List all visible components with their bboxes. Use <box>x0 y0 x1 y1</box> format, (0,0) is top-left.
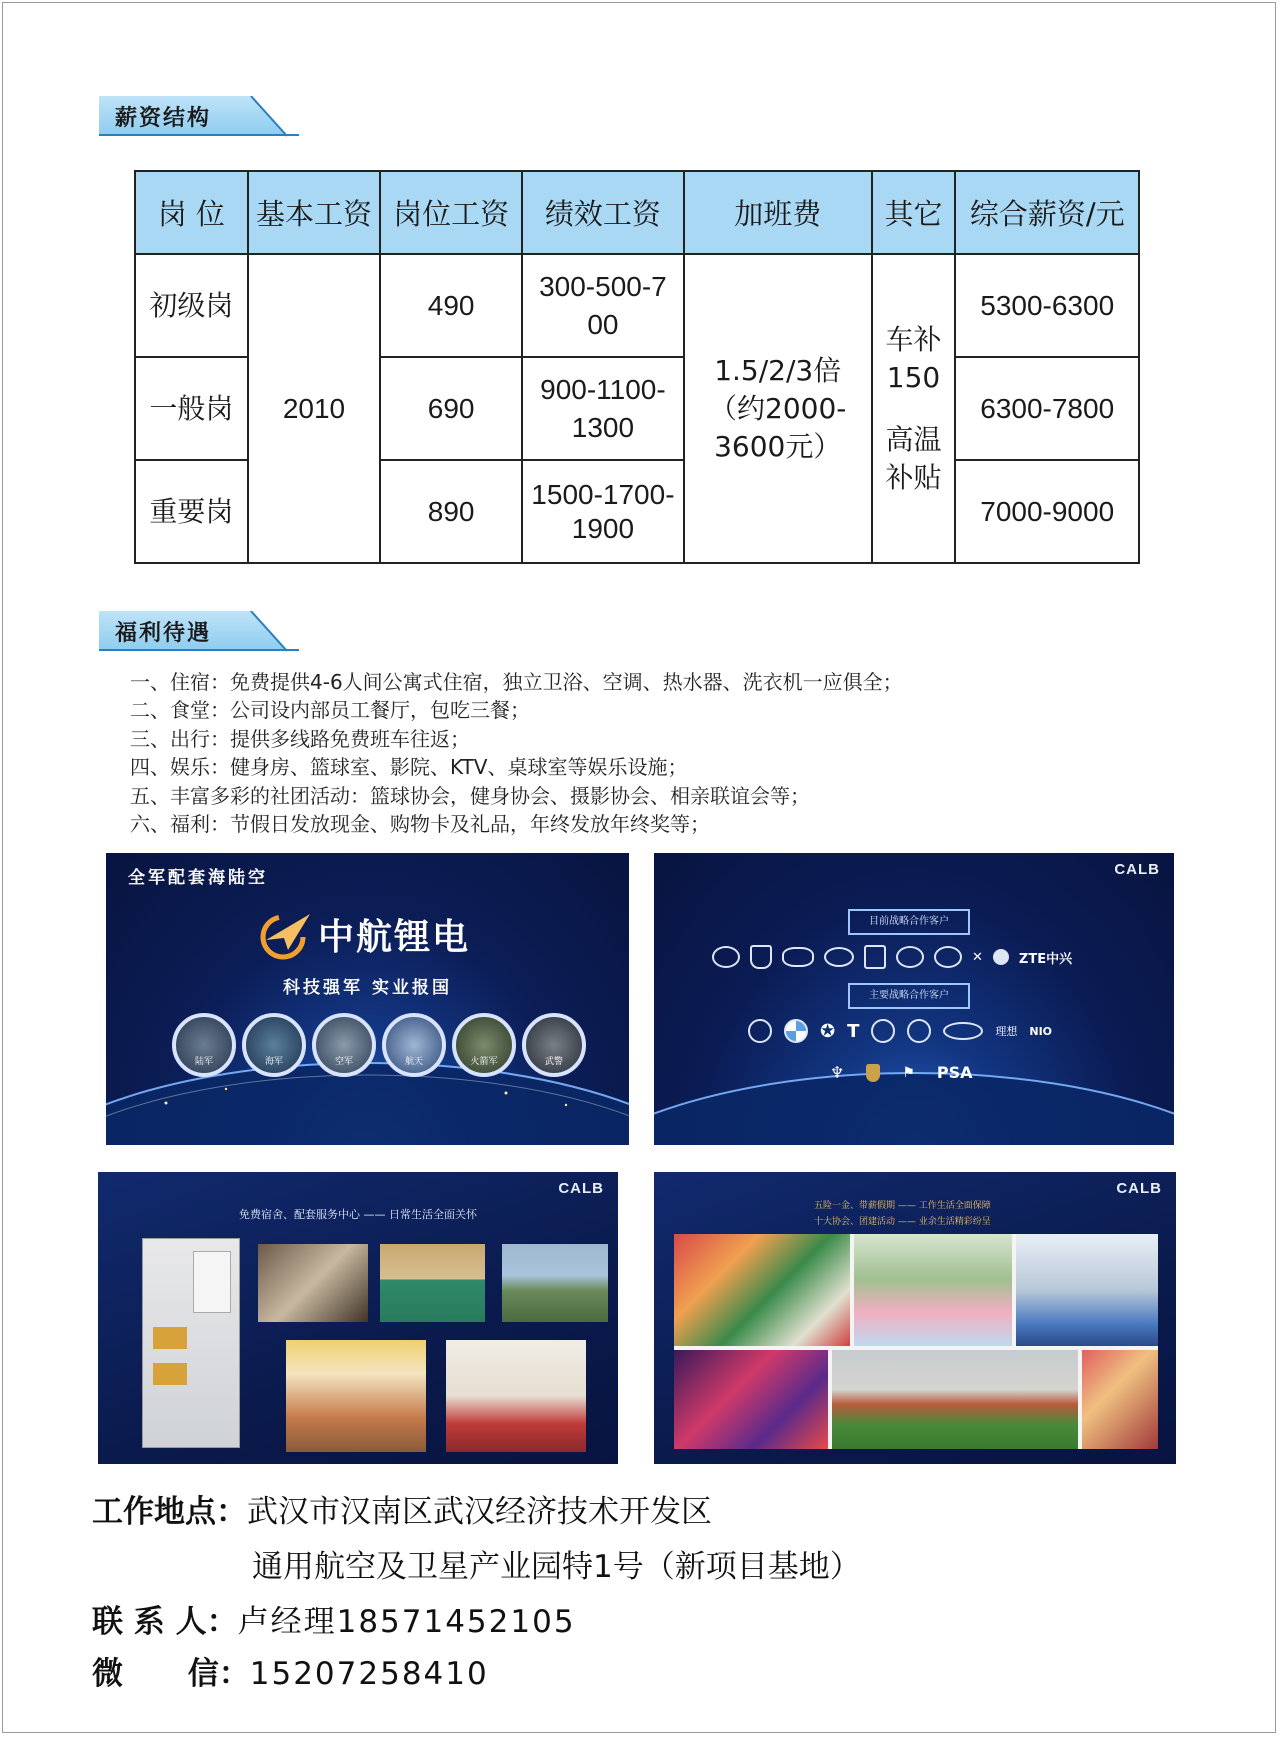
post-wage-cell: 890 <box>380 460 522 563</box>
customers-panel <box>654 853 1174 1145</box>
nio-logo: NIO <box>1029 1024 1053 1038</box>
activities-panel <box>654 1172 1176 1464</box>
work-location <box>92 1486 712 1531</box>
facilities-caption: 免费宿舍、配套服务中心 —— 日常生活全面关怀 <box>239 1208 477 1221</box>
lounge-photo <box>446 1340 586 1452</box>
vw-logo-icon <box>748 1019 772 1043</box>
col-header-performance: 绩效工资 <box>522 171 684 254</box>
porsche-logo-icon <box>866 1064 880 1082</box>
salary-table <box>134 170 1140 564</box>
wechat-label: 微 信： <box>92 1656 250 1692</box>
ford-logo-icon <box>943 1022 983 1040</box>
col-header-position: 岗 位 <box>135 171 248 254</box>
col-header-other: 其它 <box>872 171 956 254</box>
list-item: 四、娱乐：健身房、篮球室、影院、KTV、桌球室等娱乐设施； <box>130 755 688 780</box>
contact-person-label: 联 系 人： <box>92 1604 238 1640</box>
list-item: 六、福利：节假日发放现金、购物卡及礼品，年终发放年终奖等； <box>130 812 710 837</box>
total-cell: 5300-6300 <box>955 254 1139 357</box>
military-badges <box>172 1013 586 1077</box>
performance-cell <box>522 254 684 357</box>
col-header-post-wage: 岗位工资 <box>380 171 522 254</box>
brand-logo <box>258 909 470 960</box>
bmw-logo-icon <box>784 1019 808 1043</box>
brand-logo-icon: ♆ <box>830 1063 845 1082</box>
building-photo <box>502 1244 608 1322</box>
contact-person <box>92 1596 576 1641</box>
col-header-overtime: 加班费 <box>684 171 872 254</box>
calb-logo: CALB <box>558 1180 604 1197</box>
badge-aerospace: 航天 <box>382 1013 446 1077</box>
post-wage-cell: 490 <box>380 254 522 357</box>
position-cell: 重要岗 <box>135 460 248 563</box>
activities-caption-1: 五险一金、带薪假期 —— 工作生活全面保障 <box>814 1201 991 1211</box>
position-cell: 初级岗 <box>135 254 248 357</box>
brand-logo-icon <box>824 947 854 967</box>
zte-logo: ZTE中兴 <box>1018 951 1073 967</box>
calb-logo: CALB <box>1116 1180 1162 1197</box>
benefits-list <box>130 668 1130 838</box>
benefits-section-title: 福利待遇 <box>115 621 212 646</box>
base-wage-cell: 2010 <box>248 254 381 563</box>
other-line: 高温 <box>885 422 942 456</box>
brand-logo-icon <box>896 946 924 968</box>
benefits-section-header <box>99 611 285 649</box>
brand-tagline: 全军配套海陆空 <box>128 868 268 888</box>
location-line-2: 通用航空及卫星产业园特1号（新项目基地） <box>252 1549 861 1585</box>
brand-logo-icon: ⚑ <box>902 1064 915 1081</box>
badge-navy: 海军 <box>242 1013 306 1077</box>
brand-logo-icon <box>750 945 772 969</box>
badge-air-force: 空军 <box>312 1013 376 1077</box>
salary-section-header <box>99 96 285 134</box>
brand-logo-icon <box>864 945 886 969</box>
collage-photo <box>674 1234 850 1346</box>
basketball-court-photo <box>380 1244 485 1322</box>
overtime-cell <box>684 254 872 563</box>
brand-logo-icon <box>782 947 814 967</box>
performance-value: 300-500-700 <box>539 270 667 340</box>
overtime-line: 3600元） <box>714 429 842 463</box>
collage-photo <box>1082 1350 1158 1449</box>
performance-value: 1500-1700-1900 <box>531 478 675 544</box>
brand-name: 中航锂电 <box>318 917 471 958</box>
collage-photo <box>1016 1234 1158 1346</box>
gym-photo <box>258 1244 368 1322</box>
customer-logo-row-2 <box>748 1019 1052 1043</box>
calb-logo: CALB <box>1114 861 1160 878</box>
performance-value: 900-1100-1300 <box>540 373 666 443</box>
plane-logo-icon <box>258 910 312 960</box>
badge-police: 武警 <box>522 1013 586 1077</box>
contact-wechat <box>92 1648 489 1693</box>
performance-cell <box>522 460 684 563</box>
table-row <box>135 254 1139 357</box>
brand-logo-icon <box>712 946 740 968</box>
brand-logo-icon: ✕ <box>972 949 983 965</box>
performance-cell <box>522 357 684 460</box>
post-wage-cell: 690 <box>380 357 522 460</box>
facilities-panel <box>98 1172 618 1464</box>
customer-logo-row-3 <box>830 1063 973 1082</box>
overtime-line: 1.5/2/3倍 <box>714 353 842 387</box>
wechat-id[interactable]: 15207258410 <box>249 1656 489 1692</box>
col-header-base-wage: 基本工资 <box>248 171 381 254</box>
col-header-total: 综合薪资/元 <box>955 171 1139 254</box>
mercedes-logo-icon: ✪ <box>820 1020 836 1042</box>
canteen-photo <box>286 1340 426 1452</box>
total-cell: 7000-9000 <box>955 460 1139 563</box>
tesla-logo-icon: T <box>847 1020 860 1042</box>
other-line: 150 <box>886 360 941 394</box>
overtime-line: （约2000- <box>709 391 847 425</box>
badge-army: 陆军 <box>172 1013 236 1077</box>
salary-header-row <box>135 171 1139 254</box>
customer-box-2: 主要战略合作客户 <box>848 983 970 1009</box>
brand-logo-icon <box>993 949 1009 965</box>
psa-logo: PSA <box>936 1063 973 1082</box>
brand-logo-icon <box>907 1019 931 1043</box>
customer-logo-row-1 <box>712 945 1072 969</box>
work-location-line-2 <box>252 1541 861 1586</box>
other-cell <box>872 254 956 563</box>
badge-rocket: 火箭军 <box>452 1013 516 1077</box>
contact-phone[interactable]: 卢经理18571452105 <box>237 1604 576 1640</box>
brand-slogan: 科技强军 实业报国 <box>283 978 452 998</box>
other-line: 车补 <box>885 322 942 356</box>
collage-photo <box>854 1234 1012 1346</box>
location-line-1: 武汉市汉南区武汉经济技术开发区 <box>247 1494 712 1530</box>
location-label: 工作地点： <box>92 1494 247 1530</box>
brand-logo-icon <box>934 946 962 968</box>
salary-section-title: 薪资结构 <box>115 106 212 131</box>
brand-logo-icon <box>871 1019 895 1043</box>
list-item: 五、丰富多彩的社团活动：篮球协会，健身协会、摄影协会、相亲联谊会等； <box>130 783 810 808</box>
list-item: 二、食堂：公司设内部员工餐厅，包吃三餐； <box>130 698 530 723</box>
collage-photo <box>832 1350 1078 1449</box>
list-item: 三、出行：提供多线路免费班车往返； <box>130 726 470 751</box>
activities-caption-2: 十大协会、团建活动 —— 业余生活精彩纷呈 <box>814 1217 991 1227</box>
list-item: 一、住宿：免费提供4-6人间公寓式住宿，独立卫浴、空调、热水器、洗衣机一应俱全； <box>130 670 903 694</box>
customer-box-1: 目前战略合作客户 <box>848 909 970 935</box>
brand-panel <box>106 853 629 1145</box>
position-cell: 一般岗 <box>135 357 248 460</box>
collage-photo <box>674 1350 828 1449</box>
dorm-floorplan-image <box>142 1238 240 1448</box>
total-cell: 6300-7800 <box>955 357 1139 460</box>
other-line: 补贴 <box>885 460 942 494</box>
photo-collage <box>674 1234 1158 1449</box>
lixiang-logo: 理想 <box>995 1025 1018 1038</box>
